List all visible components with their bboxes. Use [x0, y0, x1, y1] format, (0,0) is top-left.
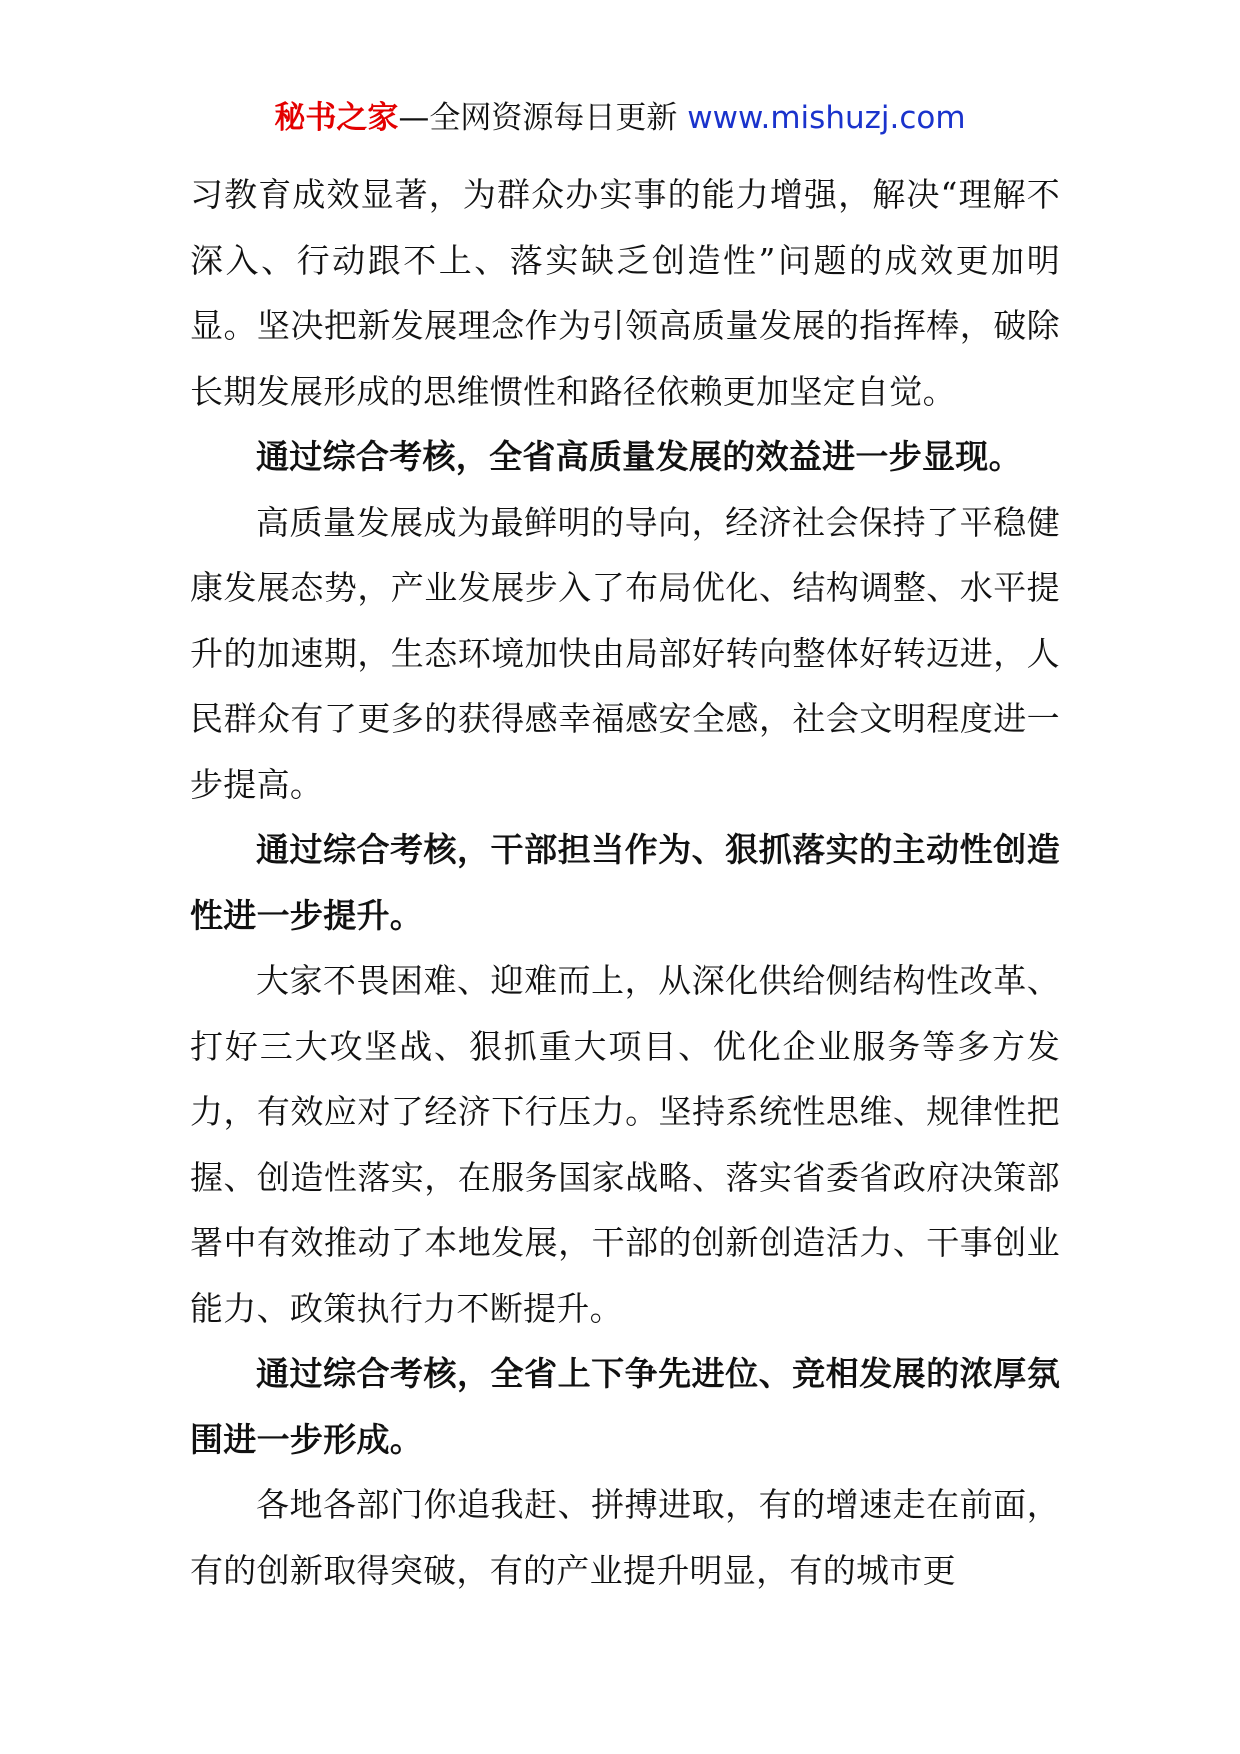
- document-body: [190, 162, 1060, 1603]
- brand-name: 秘书之家: [274, 100, 399, 136]
- header-tagline: —全网资源每日更新: [398, 100, 688, 136]
- section-heading-cadres: 通过综合考核，干部担当作为、狠抓落实的主动性创造性进一步提升。: [190, 830, 1060, 935]
- paragraph-efficiency: 高质量发展成为最鲜明的导向，经济社会保持了平稳健康发展态势，产业发展步入了布局优化、结构调整、水平提升的加速期，生态环境加快由局部好转向整体好转迈进，人民群众有了更多的获得感幸福感安全感，社会文明程度进一步提高。: [190, 502, 1060, 804]
- paragraph-cadres: 大家不畏困难、迎难而上，从深化供给侧结构性改革、打好三大攻坚战、狠抓重大项目、优化企业服务等多方发力，有效应对了经济下行压力。坚持系统性思维、规律性把握、创造性落实，在服务国家战略、落实省委省政府决策部署中有效推动了本地发展，干部的创新创造活力、干事创业能力、政策执行力不断提升。: [190, 961, 1060, 1328]
- site-header: [0, 98, 1240, 138]
- section-heading-atmosphere: 通过综合考核，全省上下争先进位、竞相发展的浓厚氛围进一步形成。: [190, 1354, 1060, 1459]
- section-heading-efficiency: 通过综合考核，全省高质量发展的效益进一步显现。: [256, 437, 1022, 476]
- paragraph-atmosphere: 各地各部门你追我赶、拼搏进取，有的增速走在前面，有的创新取得突破，有的产业提升明显，有的城市更: [190, 1485, 1060, 1590]
- site-url-link[interactable]: www.mishuzj.com: [687, 100, 966, 136]
- paragraph-continuation: 习教育成效显著，为群众办实事的能力增强，解决“理解不深入、行动跟不上、落实缺乏创造性”问题的成效更加明显。坚决把新发展理念作为引领高质量发展的指挥棒，破除长期发展形成的思维惯性和路径依赖更加坚定自觉。: [190, 175, 1060, 411]
